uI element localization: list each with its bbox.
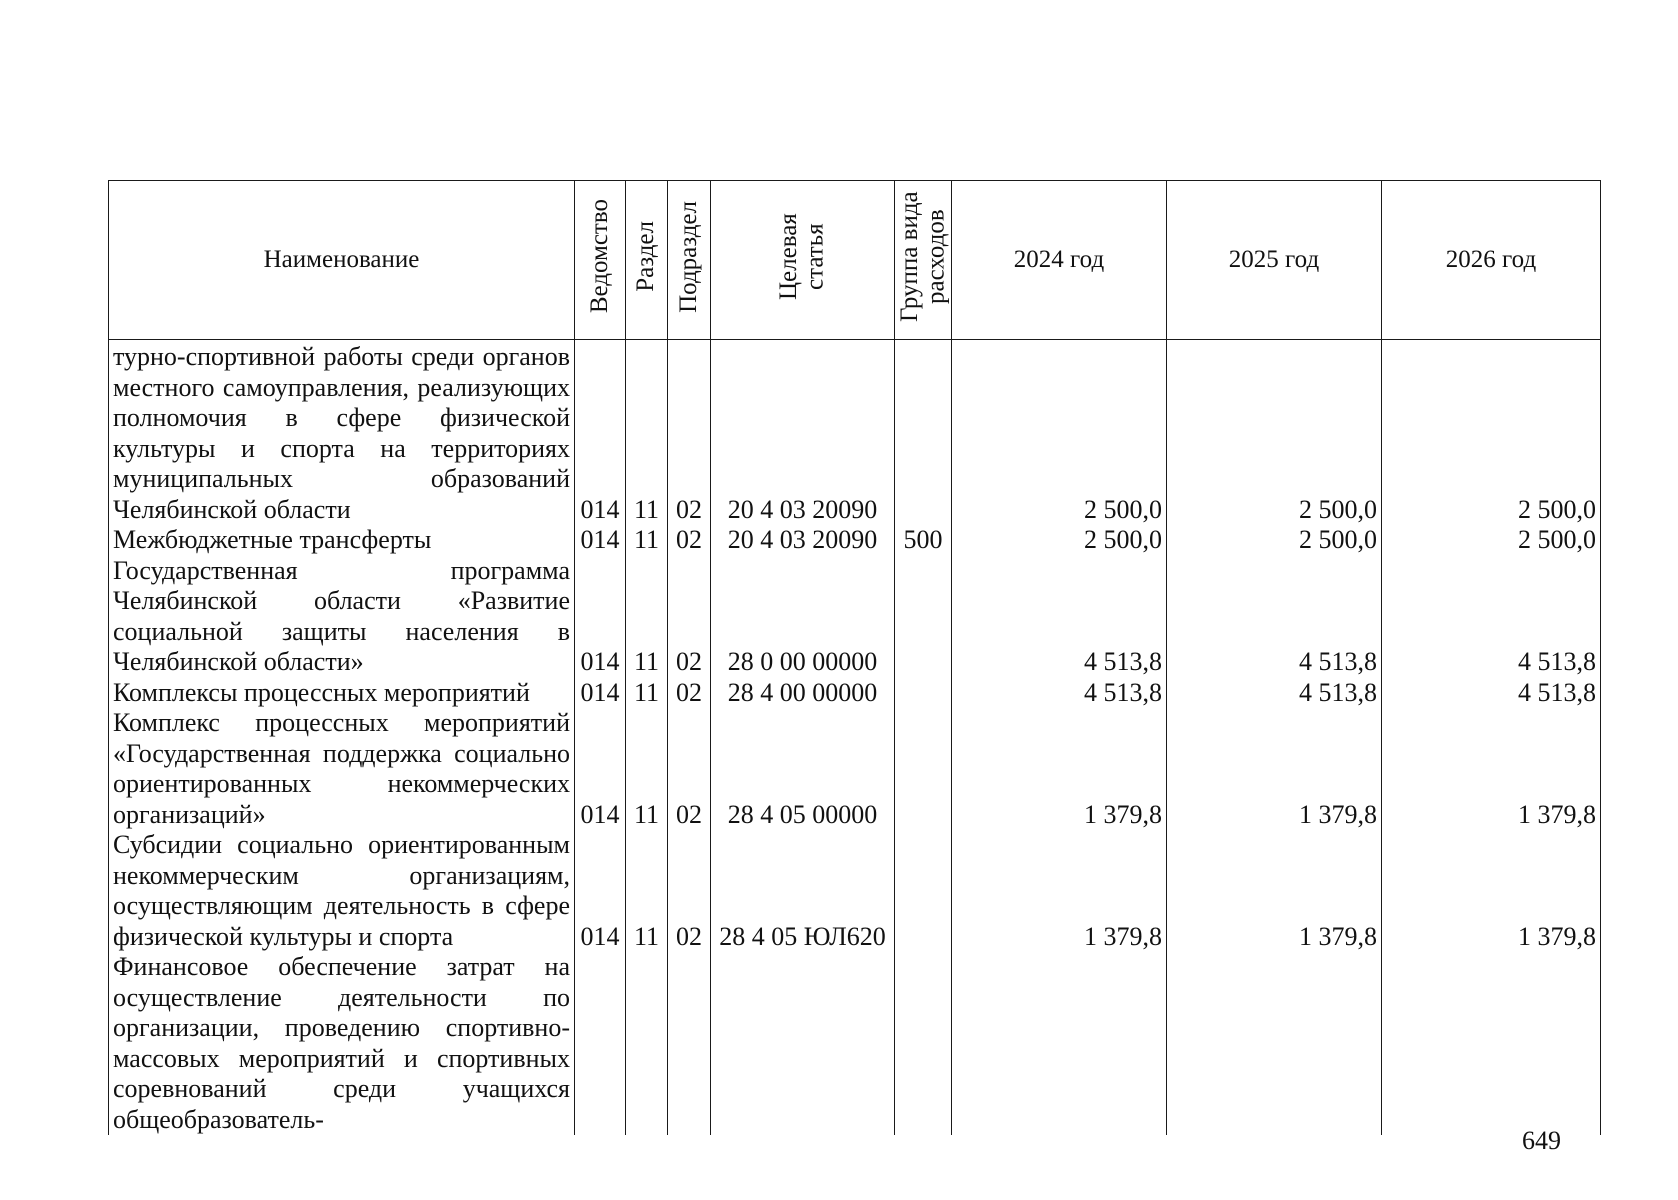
header-expense-group: Группа вида расходов xyxy=(895,181,952,340)
row-target-article: 28 0 00 00000 xyxy=(711,556,895,678)
row-value-2024: 1 379,8 xyxy=(952,830,1167,952)
header-target-article: Целевая статья xyxy=(711,181,895,340)
row-value-2026: 2 500,0 xyxy=(1382,340,1601,526)
row-target-article: 28 4 05 00000 xyxy=(711,708,895,830)
row-value-2026: 1 379,8 xyxy=(1382,830,1601,952)
table-row-continued xyxy=(109,952,1601,1135)
row-subsection: 02 xyxy=(668,340,711,526)
table-header-row xyxy=(109,181,1601,340)
row-name: Финансовое обеспечение затрат на осуществление деятельности по организации, проведению спортивно-массовых мероприятий и спортивных соревнований среди учащихся общеобразователь- xyxy=(109,952,575,1135)
table-row xyxy=(109,340,1601,526)
row-value-2025: 1 379,8 xyxy=(1167,708,1382,830)
row-value-2026: 1 379,8 xyxy=(1382,708,1601,830)
row-target-article: 20 4 03 20090 xyxy=(711,525,895,556)
row-section: 11 xyxy=(626,678,668,709)
page-number: 649 xyxy=(1522,1126,1561,1155)
row-value-2026: 2 500,0 xyxy=(1382,525,1601,556)
row-target-article xyxy=(711,952,895,1135)
row-department: 014 xyxy=(575,556,626,678)
row-expense-group xyxy=(895,830,952,952)
row-expense-group xyxy=(895,678,952,709)
row-department: 014 xyxy=(575,678,626,709)
row-name: Комплекс процессных мероприятий «Государственная поддержка социально ориентированных некоммерческих организаций» xyxy=(109,708,575,830)
row-section: 11 xyxy=(626,556,668,678)
row-value-2025: 2 500,0 xyxy=(1167,525,1382,556)
header-year-2026: 2026 год xyxy=(1382,181,1601,340)
header-department: Ведомство xyxy=(575,181,626,340)
budget-table-sheet xyxy=(108,180,1600,1134)
row-value-2024: 2 500,0 xyxy=(952,340,1167,526)
row-subsection: 02 xyxy=(668,830,711,952)
row-value-2025: 1 379,8 xyxy=(1167,830,1382,952)
row-name: Межбюджетные трансферты xyxy=(109,525,575,556)
row-expense-group: 500 xyxy=(895,525,952,556)
table-row xyxy=(109,830,1601,952)
row-value-2024: 4 513,8 xyxy=(952,556,1167,678)
header-year-2024: 2024 год xyxy=(952,181,1167,340)
row-subsection: 02 xyxy=(668,678,711,709)
row-expense-group xyxy=(895,708,952,830)
row-value-2024: 1 379,8 xyxy=(952,708,1167,830)
row-section: 11 xyxy=(626,340,668,526)
row-department: 014 xyxy=(575,708,626,830)
row-name: Комплексы процессных мероприятий xyxy=(109,678,575,709)
row-subsection: 02 xyxy=(668,525,711,556)
row-expense-group xyxy=(895,952,952,1135)
row-value-2024: 2 500,0 xyxy=(952,525,1167,556)
row-subsection: 02 xyxy=(668,556,711,678)
row-value-2026: 4 513,8 xyxy=(1382,678,1601,709)
row-value-2024 xyxy=(952,952,1167,1135)
row-name: Субсидии социально ориентированным некоммерческим организациям, осуществляющим деятельность в сфере физической культуры и спорта xyxy=(109,830,575,952)
row-expense-group xyxy=(895,340,952,526)
row-target-article: 28 4 05 ЮЛ620 xyxy=(711,830,895,952)
row-subsection: 02 xyxy=(668,708,711,830)
table-row xyxy=(109,556,1601,678)
row-value-2024: 4 513,8 xyxy=(952,678,1167,709)
row-section: 11 xyxy=(626,708,668,830)
row-target-article: 20 4 03 20090 xyxy=(711,340,895,526)
header-subsection: Подраздел xyxy=(668,181,711,340)
row-name: турно-спортивной работы среди органов местного самоуправления, реализующих полномочия в сфере физической культуры и спорта на территориях муниципальных образований Челябинской области xyxy=(109,340,575,526)
header-year-2025: 2025 год xyxy=(1167,181,1382,340)
row-subsection xyxy=(668,952,711,1135)
table-row xyxy=(109,525,1601,556)
row-expense-group xyxy=(895,556,952,678)
row-section: 11 xyxy=(626,525,668,556)
row-name: Государственная программа Челябинской области «Развитие социальной защиты населения в Челябинской области» xyxy=(109,556,575,678)
header-name: Наименование xyxy=(109,181,575,340)
row-department: 014 xyxy=(575,830,626,952)
row-department: 014 xyxy=(575,525,626,556)
row-department xyxy=(575,952,626,1135)
header-section: Раздел xyxy=(626,181,668,340)
table-row xyxy=(109,708,1601,830)
row-value-2025: 4 513,8 xyxy=(1167,678,1382,709)
budget-table xyxy=(108,180,1601,1135)
row-value-2026 xyxy=(1382,952,1601,1135)
row-department: 014 xyxy=(575,340,626,526)
table-row xyxy=(109,678,1601,709)
row-value-2026: 4 513,8 xyxy=(1382,556,1601,678)
row-value-2025: 2 500,0 xyxy=(1167,340,1382,526)
row-section xyxy=(626,952,668,1135)
row-target-article: 28 4 00 00000 xyxy=(711,678,895,709)
row-value-2025: 4 513,8 xyxy=(1167,556,1382,678)
row-value-2025 xyxy=(1167,952,1382,1135)
row-section: 11 xyxy=(626,830,668,952)
